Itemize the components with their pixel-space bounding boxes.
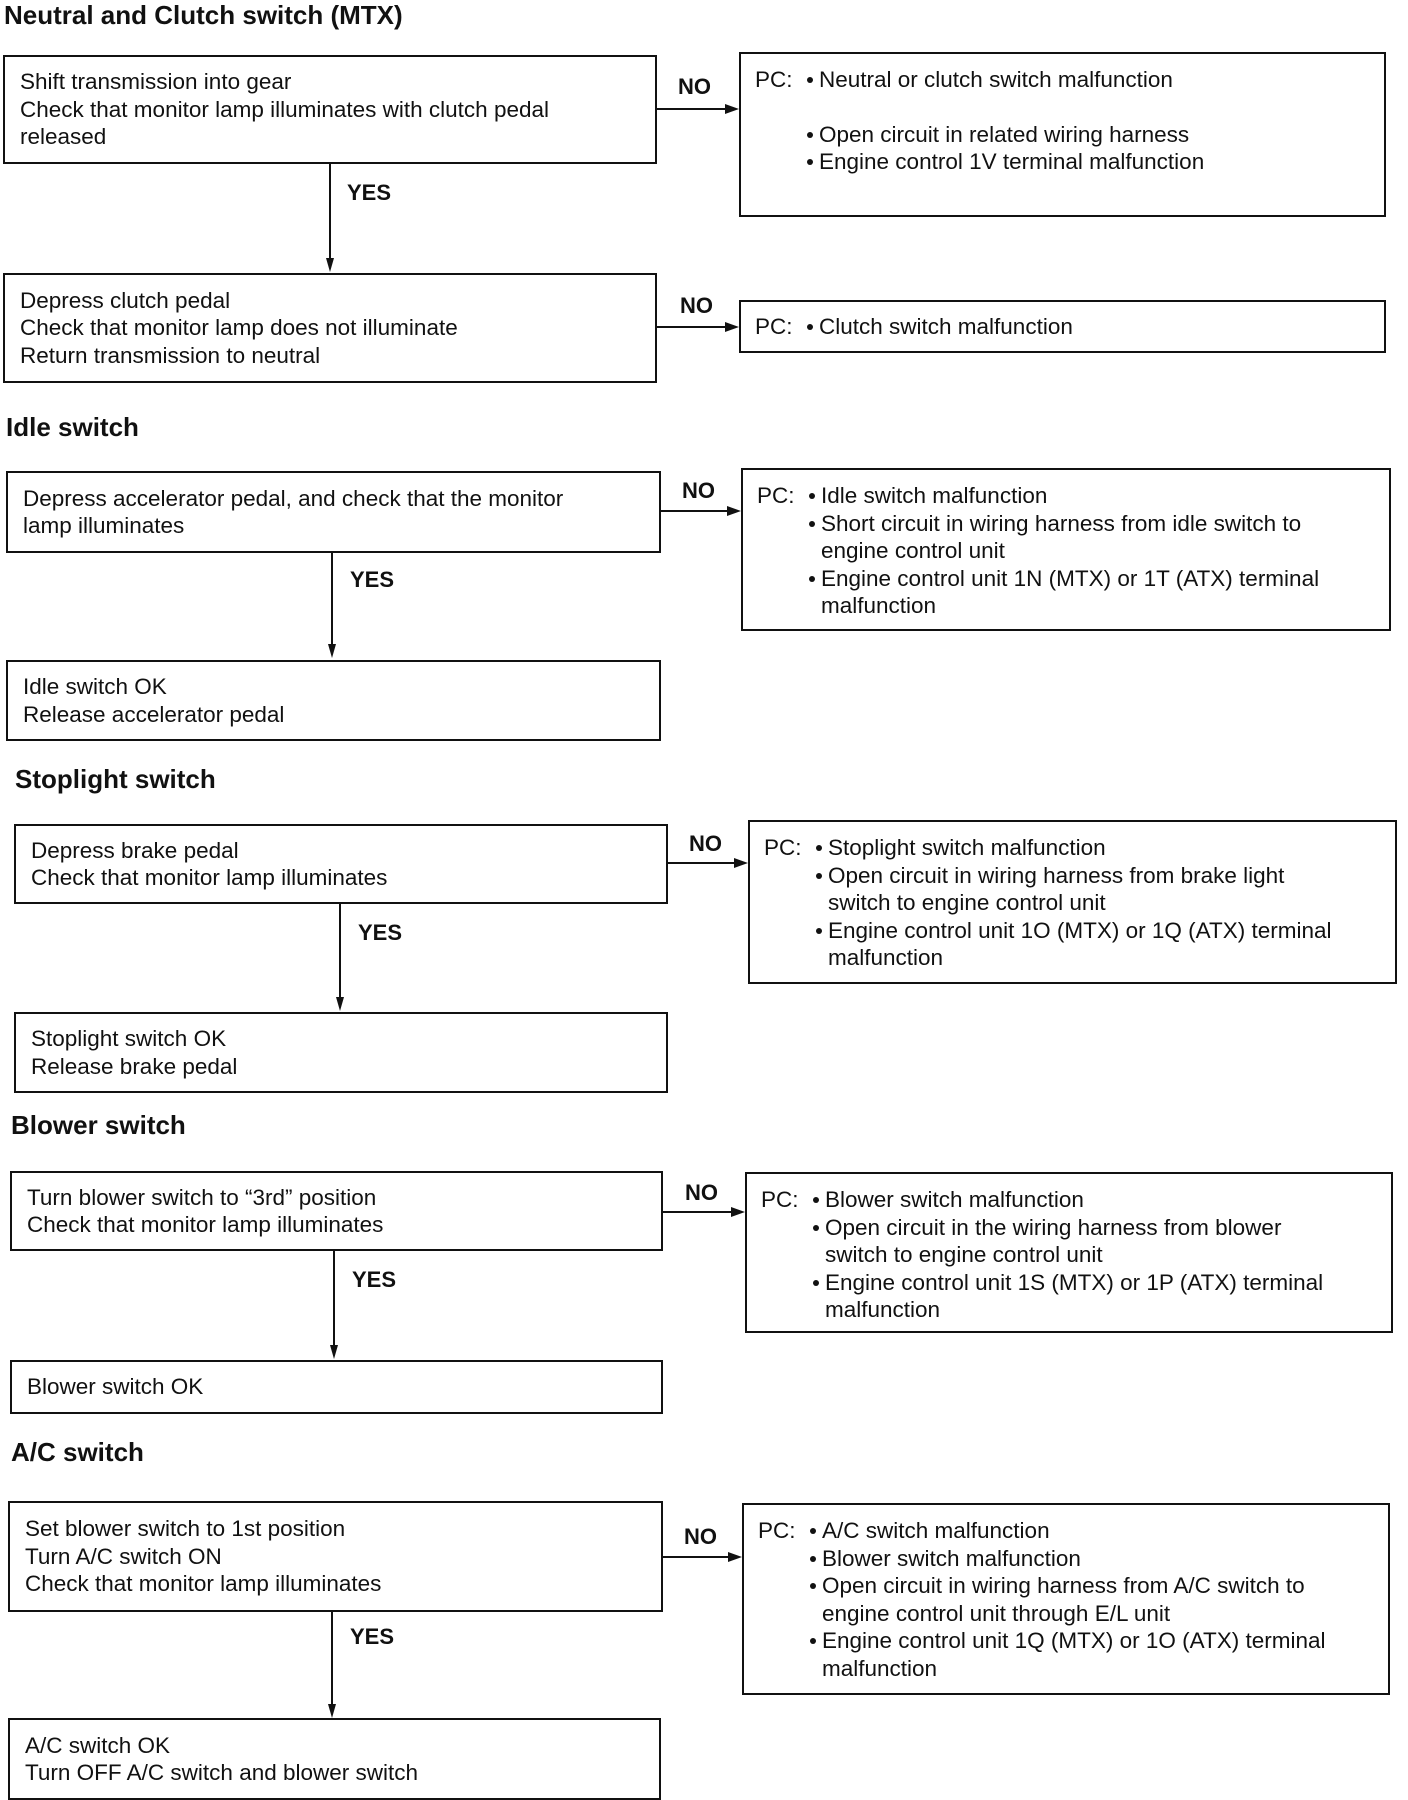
step-text-line: A/C switch OK xyxy=(25,1732,171,1758)
no-label: NO xyxy=(684,1524,717,1549)
check-step-box xyxy=(8,1501,663,1612)
cause-text: Blower switch malfunction xyxy=(822,1545,1081,1571)
cause-text: Short circuit in wiring harness from idle switch to xyxy=(821,510,1302,536)
probable-cause-box xyxy=(748,820,1397,984)
cause-item xyxy=(809,482,1375,510)
no-label: NO xyxy=(680,293,713,318)
probable-cause-box xyxy=(745,1172,1393,1333)
no-arrow-line xyxy=(661,510,729,512)
cause-text: Neutral or clutch switch malfunction xyxy=(819,67,1173,92)
check-step-box xyxy=(10,1171,663,1251)
yes-label: YES xyxy=(350,1624,395,1649)
cause-text: Open circuit in related wiring harness xyxy=(819,121,1190,147)
pc-label: PC: xyxy=(757,483,795,508)
step-text-line: Check that monitor lamp illuminates with clutch pedal xyxy=(20,96,549,122)
yes-label: YES xyxy=(358,920,403,945)
step-text-line: Stoplight switch OK xyxy=(31,1026,227,1051)
cause-text: malfunction xyxy=(822,1655,938,1681)
cause-text: Open circuit in wiring harness from A/C switch to xyxy=(822,1573,1305,1598)
cause-text: Engine control unit 1S (MTX) or 1P (ATX) terminal xyxy=(825,1269,1324,1295)
cause-text: Engine control 1V terminal malfunction xyxy=(819,149,1205,174)
step-text-line: Return transmission to neutral xyxy=(20,342,321,368)
cause-item xyxy=(816,862,1381,917)
yes-arrow-line xyxy=(339,904,341,999)
step-text-line: Turn blower switch to “3rd” position xyxy=(27,1184,377,1210)
cause-item xyxy=(816,917,1381,972)
cause-item xyxy=(810,1627,1374,1682)
arrow-right-icon xyxy=(725,104,739,114)
cause-item xyxy=(807,148,1370,176)
pc-label: PC: xyxy=(758,1518,796,1543)
result-step-box xyxy=(10,1360,663,1414)
cause-text: Engine control unit 1Q (MTX) or 1O (ATX) terminal xyxy=(822,1628,1326,1653)
yes-label: YES xyxy=(347,180,392,205)
cause-text: engine control unit through E/L unit xyxy=(822,1600,1171,1626)
cause-text: Open circuit in the wiring harness from blower xyxy=(825,1214,1282,1240)
arrow-right-icon xyxy=(734,858,748,868)
no-label: NO xyxy=(689,831,722,856)
step-text-line: Turn A/C switch ON xyxy=(25,1543,222,1569)
arrow-right-icon xyxy=(727,506,741,516)
cause-item xyxy=(813,1186,1377,1214)
step-text-line: Check that monitor lamp illuminates xyxy=(25,1571,382,1597)
check-step-box xyxy=(14,824,668,904)
pc-label: PC: xyxy=(755,313,793,339)
cause-item xyxy=(813,1269,1377,1324)
cause-text: Open circuit in wiring harness from brake light xyxy=(828,862,1285,888)
result-step-box xyxy=(14,1012,668,1093)
step-text-line: Set blower switch to 1st position xyxy=(25,1516,346,1542)
probable-cause-box xyxy=(742,1503,1390,1695)
cause-text: malfunction xyxy=(821,593,937,618)
cause-item xyxy=(809,565,1375,620)
cause-list xyxy=(810,1517,1374,1687)
cause-list xyxy=(813,1186,1377,1325)
yes-arrow-line xyxy=(331,1612,333,1706)
cause-item xyxy=(810,1545,1374,1573)
no-label: NO xyxy=(678,74,711,99)
cause-text: Engine control unit 1N (MTX) or 1T (ATX) terminal xyxy=(821,565,1320,591)
section-title: A/C switch xyxy=(11,1437,144,1467)
step-text-line: Release brake pedal xyxy=(31,1053,238,1079)
cause-item xyxy=(807,66,1370,94)
cause-text: switch to engine control unit xyxy=(825,1242,1103,1267)
step-text-line: Idle switch OK xyxy=(23,674,167,699)
arrow-down-icon xyxy=(336,997,344,1011)
result-step-box xyxy=(8,1718,661,1800)
section-title: Stoplight switch xyxy=(15,764,216,794)
arrow-down-icon xyxy=(328,1704,336,1718)
section-title: Idle switch xyxy=(6,412,139,442)
step-text-line: Depress brake pedal xyxy=(31,837,239,863)
step-text-line: Turn OFF A/C switch and blower switch xyxy=(25,1760,419,1785)
no-arrow-line xyxy=(663,1211,733,1213)
arrow-down-icon xyxy=(328,644,336,658)
yes-label: YES xyxy=(352,1267,397,1292)
step-text-line: Check that monitor lamp illuminates xyxy=(27,1212,384,1237)
arrow-down-icon xyxy=(330,1345,338,1359)
check-step-box xyxy=(6,471,661,553)
step-text-line: Shift transmission into gear xyxy=(20,69,292,95)
no-label: NO xyxy=(685,1180,718,1205)
no-arrow-line xyxy=(657,108,727,110)
cause-list xyxy=(809,482,1375,623)
yes-arrow-line xyxy=(331,553,333,646)
probable-cause-box xyxy=(741,468,1391,631)
yes-arrow-line xyxy=(329,164,331,260)
cause-text: Stoplight switch malfunction xyxy=(828,835,1106,860)
cause-item xyxy=(810,1517,1374,1545)
no-arrow-line xyxy=(668,862,736,864)
step-text-line: Depress accelerator pedal, and check that the monitor xyxy=(23,485,564,511)
check-step-box xyxy=(3,55,657,164)
pc-label: PC: xyxy=(755,67,793,92)
no-label: NO xyxy=(682,478,715,503)
cause-text: malfunction xyxy=(828,945,944,970)
pc-label: PC: xyxy=(764,835,802,860)
section-title: Neutral and Clutch switch (MTX) xyxy=(4,0,403,30)
cause-item xyxy=(810,1572,1374,1627)
yes-arrow-line xyxy=(333,1251,335,1347)
cause-text: switch to engine control unit xyxy=(828,890,1106,915)
step-text-line: released xyxy=(20,124,107,150)
probable-cause-box xyxy=(739,52,1386,217)
no-arrow-line xyxy=(663,1556,730,1558)
result-step-box xyxy=(6,660,661,741)
cause-list xyxy=(807,66,1370,209)
section-title: Blower switch xyxy=(11,1110,186,1140)
cause-item xyxy=(809,510,1375,565)
arrow-down-icon xyxy=(326,258,334,272)
step-text-line: Check that monitor lamp does not illuminate xyxy=(20,315,458,341)
result-step-box xyxy=(3,273,657,383)
cause-item xyxy=(807,313,1370,341)
arrow-right-icon xyxy=(731,1207,745,1217)
cause-text: engine control unit xyxy=(821,538,1005,563)
yes-label: YES xyxy=(350,567,395,592)
cause-list xyxy=(807,313,1370,341)
step-text-line: Release accelerator pedal xyxy=(23,701,285,727)
cause-list xyxy=(816,834,1381,976)
step-text-line: Check that monitor lamp illuminates xyxy=(31,865,388,890)
step-text-line: lamp illuminates xyxy=(23,513,185,538)
cause-text: Engine control unit 1O (MTX) or 1Q (ATX) terminal xyxy=(828,917,1332,943)
cause-text: malfunction xyxy=(825,1297,941,1322)
cause-item xyxy=(807,121,1370,149)
step-text-line: Blower switch OK xyxy=(27,1374,204,1400)
probable-cause-box xyxy=(739,300,1386,353)
arrow-right-icon xyxy=(728,1552,742,1562)
cause-text: A/C switch malfunction xyxy=(822,1518,1050,1543)
step-text-line: Depress clutch pedal xyxy=(20,287,231,313)
cause-item xyxy=(813,1214,1377,1269)
cause-text: Clutch switch malfunction xyxy=(819,313,1073,339)
pc-label: PC: xyxy=(761,1187,799,1212)
no-arrow-line xyxy=(657,326,727,328)
cause-text: Blower switch malfunction xyxy=(825,1187,1084,1212)
arrow-right-icon xyxy=(725,322,739,332)
cause-text: Idle switch malfunction xyxy=(821,483,1048,508)
cause-item xyxy=(816,834,1381,862)
